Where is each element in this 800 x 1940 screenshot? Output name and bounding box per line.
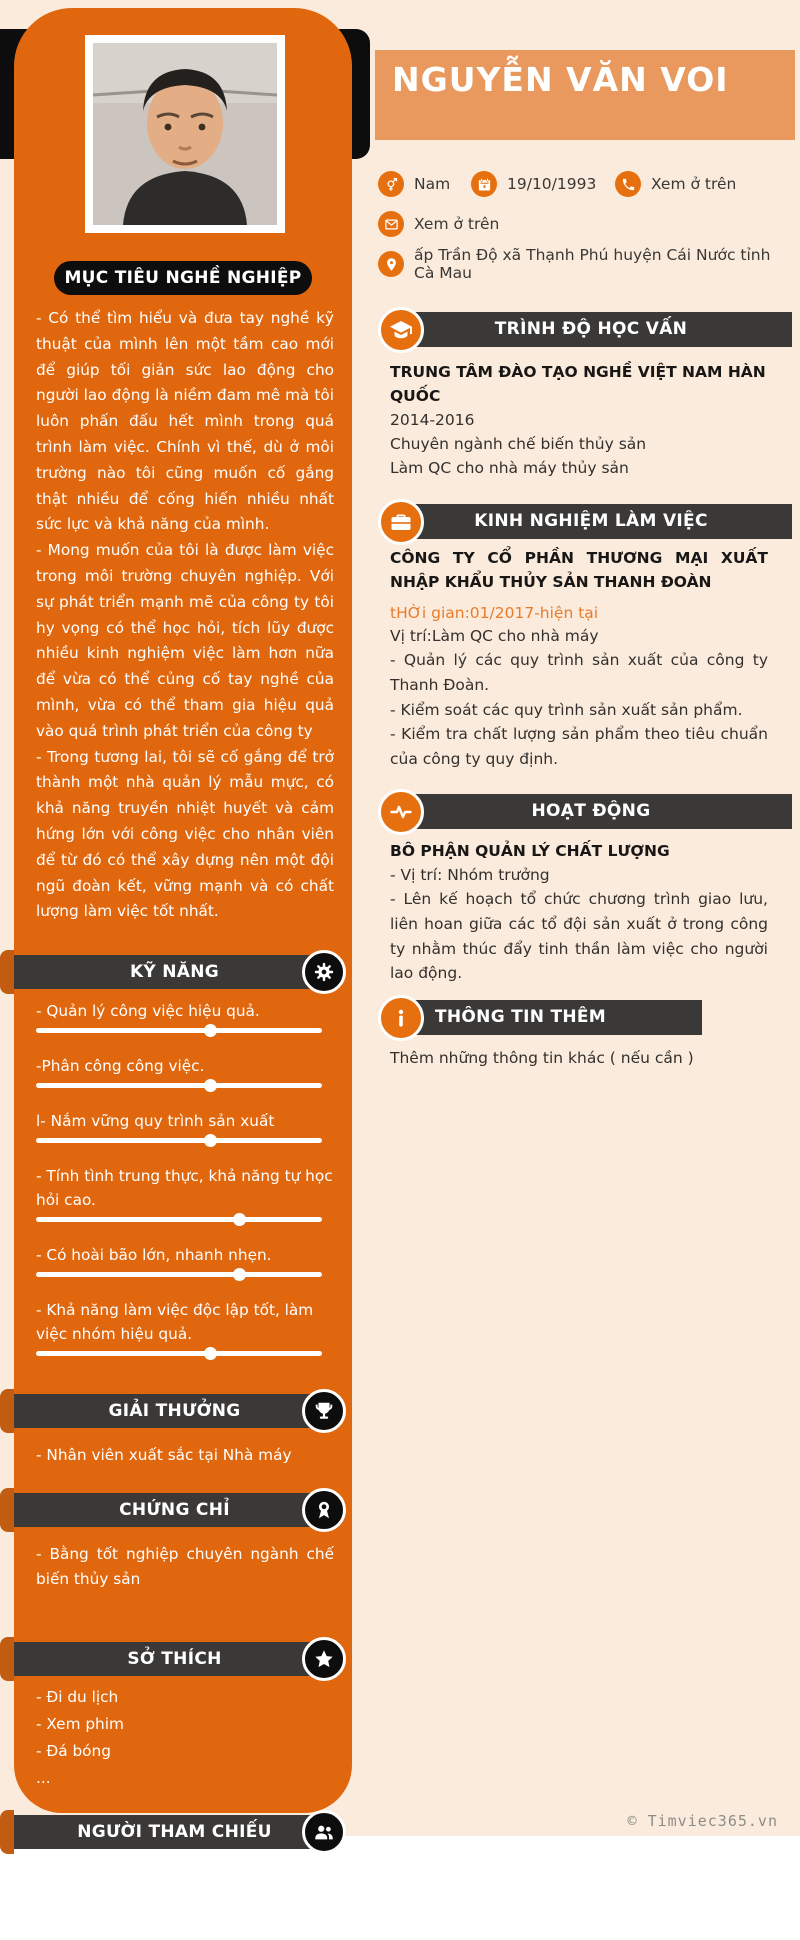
- address-value: ấp Trần Độ xã Thạnh Phú huyện Cái Nước tỉnh Cà Mau: [414, 246, 771, 282]
- objective-title: MỤC TIÊU NGHỀ NGHIỆP: [54, 261, 312, 295]
- header-notch: [0, 1810, 14, 1854]
- portrait-placeholder: [93, 43, 277, 225]
- header-notch: [0, 1389, 14, 1433]
- school-name: TRUNG TÂM ĐÀO TẠO NGHỀ VIỆT NAM HÀN QUỐC: [390, 363, 766, 405]
- awards-header: [14, 1394, 335, 1428]
- education-section: [390, 312, 792, 480]
- personal-info: [378, 170, 795, 282]
- profile-photo: [85, 35, 285, 233]
- skill-label: - Khả năng làm việc độc lập tốt, làm việc nhóm hiệu quả.: [36, 1301, 314, 1344]
- education-title: TRÌNH ĐỘ HỌC VẤN: [494, 319, 688, 339]
- address-field: [378, 246, 795, 282]
- info-icon: [378, 995, 424, 1041]
- experience-header: [390, 504, 792, 539]
- award-item: - Nhân viên xuất sắc tại Nhà máy: [36, 1446, 292, 1465]
- phone-icon: [615, 171, 641, 197]
- more-info-title: THÔNG TIN THÊM: [435, 1007, 606, 1028]
- references-header: [14, 1815, 335, 1849]
- skill-slider-dot: [204, 1024, 217, 1037]
- hobby-item: - Xem phim: [36, 1714, 124, 1733]
- medal-icon: [302, 1488, 346, 1532]
- hobbies-title: SỞ THÍCH: [127, 1648, 222, 1669]
- activities-title: HOẠT ĐỘNG: [531, 800, 651, 821]
- briefcase-icon: [378, 499, 424, 545]
- objective-paragraph: - Mong muốn của tôi là được làm việc trong môi trường chuyên nghiệp. Với sự phát triển mạnh mẽ của công ty tôi hy vọng có thể học hỏi, tích lũy được nhiều kinh nghiệm việc làm hơn nữa để vừa có thể củng cố tay nghề của mình, vừa có thể tham gia hiệu quả vào quá trình phát triển của công ty: [36, 541, 334, 740]
- education-details: [390, 408, 792, 480]
- objective-paragraph: - Có thể tìm hiểu và đưa tay nghề kỹ thuật của mình lên một tầm cao mới để giúp tối giản sức lao động cho người lao động là niềm đam mê mà tôi luôn phấn đấu hết mình trong quá trình làm việc. Chính vì thế, dù ở môi trường nào tôi cũng muốn cố gắng thật nhiều để cống hiến nhiều nhất sức lực và khả năng của mình.: [36, 309, 334, 534]
- gear-icon: [302, 950, 346, 994]
- experience-title: KINH NGHIỆM LÀM VIỆC: [474, 511, 708, 531]
- references-title: NGƯỜI THAM CHIẾU: [77, 1821, 272, 1842]
- hobby-item: ...: [36, 1768, 51, 1787]
- reference-name: Bà Bích Phưỡng: [36, 1864, 156, 1883]
- activity-org: BÔ PHẬN QUẢN LÝ CHẤT LƯỢNG: [390, 841, 670, 860]
- skill-label: - Quản lý công việc hiệu quả.: [36, 1002, 260, 1021]
- sidebar: [14, 8, 352, 1936]
- objective-paragraph: - Trong tương lai, tôi sẽ cố gắng để trở thành một nhà quản lý mẫu mực, có khả năng truyền nhiệt huyết và cảm hứng lớn với công việc cho nhân viên để từ đó có thể xây dựng nên một đội ngũ đoàn kết, vững mạnh và có chất lượng làm việc tốt nhất.: [36, 747, 334, 921]
- dob-value: 19/10/1993: [507, 175, 597, 193]
- info-row: [378, 210, 795, 238]
- objective-text: [36, 306, 334, 925]
- awards-title: GIẢI THƯỞNG: [108, 1401, 241, 1422]
- skills-title: KỸ NĂNG: [129, 962, 220, 983]
- name-banner: [375, 50, 795, 140]
- experience-bullet: - Quản lý các quy trình sản xuất của công ty Thanh Đoàn.: [390, 651, 768, 694]
- phone-value: Xem ở trên: [651, 175, 737, 193]
- brand-watermark: © Timviec365.vn: [627, 1812, 778, 1830]
- more-info-text: Thêm những thông tin khác ( nếu cần ): [390, 1049, 694, 1068]
- education-header: [390, 312, 792, 347]
- skill-item: [36, 1109, 334, 1143]
- skill-item: [36, 1243, 334, 1277]
- activities-section: [390, 794, 792, 986]
- gender-field: [378, 171, 471, 197]
- trophy-icon: [302, 1389, 346, 1433]
- pulse-icon: [378, 789, 424, 835]
- star-icon: [302, 1637, 346, 1681]
- skill-label: - Có hoài bão lớn, nhanh nhẹn.: [36, 1246, 272, 1265]
- gender-icon: [378, 171, 404, 197]
- candidate-name: NGUYỄN VĂN VOI: [392, 60, 729, 99]
- skill-slider-dot: [204, 1079, 217, 1092]
- activity-bullet: - Lên kế hoạch tổ chức chương trình giao lưu, liên hoan giữa các tổ đội sản xuất ở trong công ty nhằm thúc đẩy tinh thần làm việc cho người lao động.: [390, 889, 768, 983]
- dob-field: [471, 171, 615, 197]
- skill-item: [36, 1164, 334, 1222]
- skill-slider-dot: [233, 1213, 246, 1226]
- more-info-section: [390, 1000, 792, 1070]
- hobby-item: - Đá bóng: [36, 1741, 111, 1760]
- experience-bullet: - Kiểm tra chất lượng sản phẩm theo tiêu chuẩn của công ty quy định.: [390, 725, 768, 769]
- header-notch: [0, 1637, 14, 1681]
- reference-company: Công ty thủy sản Blue bay: [36, 1891, 239, 1910]
- certificates-list: [36, 1542, 334, 1592]
- mail-icon: [378, 211, 404, 237]
- hobbies-header: [14, 1642, 335, 1676]
- reference-phone: 0839301997: [36, 1917, 134, 1936]
- email-field: [378, 211, 499, 237]
- skill-label: l- Nắm vững quy trình sản xuất: [36, 1112, 275, 1131]
- skills-header: [14, 955, 335, 989]
- skill-slider-dot: [204, 1134, 217, 1147]
- graduation-cap-icon: [378, 307, 424, 353]
- skills-list: [36, 999, 334, 1356]
- certificates-title: CHỨNG CHỈ: [119, 1499, 230, 1520]
- references-list: [36, 1861, 334, 1940]
- info-row: [378, 170, 795, 198]
- skill-slider: [36, 1351, 322, 1356]
- email-value: Xem ở trên: [414, 215, 500, 233]
- company-name: CÔNG TY CỔ PHẦN THƯƠNG MẠI XUẤT NHẬP KHẨU THỦY SẢN THANH ĐOÀN: [390, 549, 768, 591]
- hobby-item: - Đi du lịch: [36, 1687, 119, 1706]
- skill-item: [36, 1054, 334, 1088]
- awards-list: [36, 1443, 334, 1468]
- education-line: Chuyên ngành chế biến thủy sản: [390, 435, 647, 453]
- certificate-item: - Bằng tốt nghiệp chuyên ngành chế biến thủy sản: [36, 1544, 334, 1588]
- gender-value: Nam: [414, 175, 451, 193]
- experience-section: [390, 504, 792, 772]
- skill-slider-dot: [233, 1268, 246, 1281]
- header-notch: [0, 1488, 14, 1532]
- skill-slider: [36, 1028, 322, 1033]
- activities-header: [390, 794, 792, 829]
- education-line: Làm QC cho nhà máy thủy sản: [390, 459, 629, 477]
- info-row: [378, 246, 795, 282]
- education-line: 2014-2016: [390, 411, 475, 429]
- work-period: tHỜi gian:01/2017-hiện tại: [390, 604, 599, 622]
- skill-label: - Tính tình trung thực, khả năng tự học hỏi cao.: [36, 1167, 333, 1210]
- certificates-header: [14, 1493, 335, 1527]
- work-position: Vị trí:Làm QC cho nhà máy: [390, 627, 599, 645]
- skill-slider: [36, 1138, 322, 1143]
- main-column: [375, 0, 795, 1070]
- location-icon: [378, 251, 404, 277]
- skill-item: [36, 999, 334, 1033]
- skill-slider: [36, 1083, 322, 1088]
- skill-slider: [36, 1272, 322, 1277]
- phone-field: [615, 171, 736, 197]
- more-info-header: [390, 1000, 702, 1035]
- skill-slider-dot: [204, 1347, 217, 1360]
- skill-slider: [36, 1217, 322, 1222]
- skill-label: -Phân công công việc.: [36, 1057, 205, 1076]
- people-icon: [302, 1810, 346, 1854]
- calendar-icon: [471, 171, 497, 197]
- skill-item: [36, 1298, 334, 1356]
- experience-bullet: - Kiểm soát các quy trình sản xuất sản phẩm.: [390, 700, 743, 719]
- activity-bullet: - Vị trí: Nhóm trưởng: [390, 865, 550, 884]
- hobbies-list: [36, 1684, 334, 1792]
- header-notch: [0, 950, 14, 994]
